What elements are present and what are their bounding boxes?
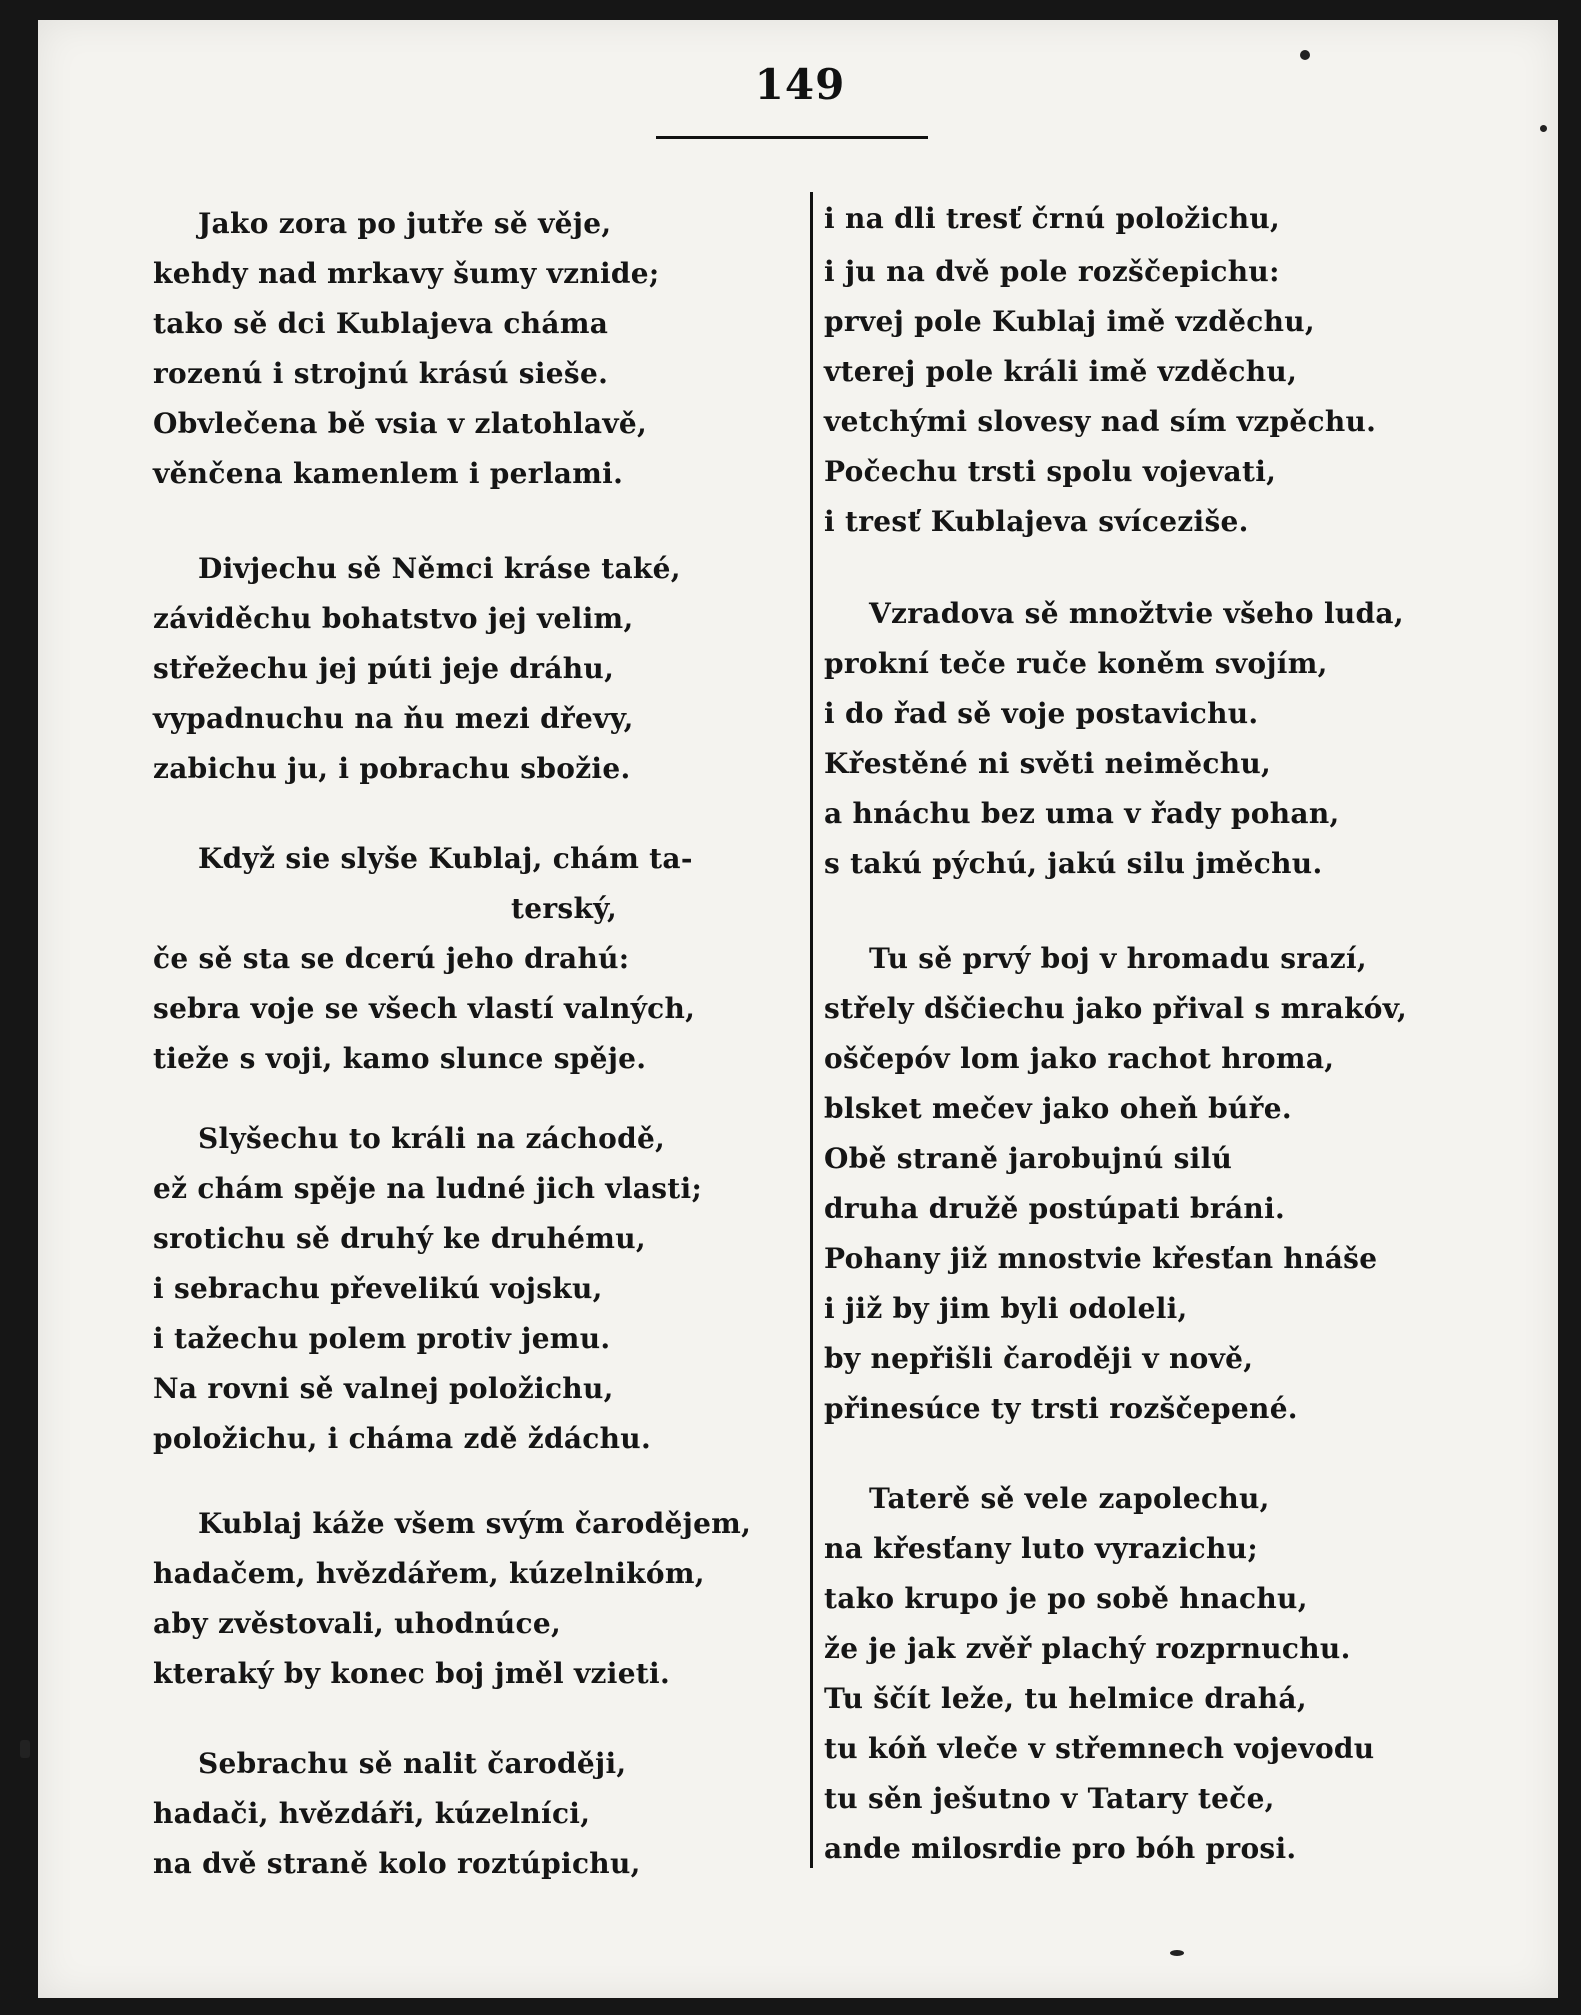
verse-line: Slyšechu to králi na záchodě,	[198, 1122, 666, 1155]
verse-line: aby zvěstovali, uhodnúce,	[153, 1607, 562, 1640]
verse-line: tu kóň vleče v střemnech vojevodu	[824, 1732, 1375, 1765]
header-rule	[656, 136, 928, 139]
verse-line: tieže s voji, kamo slunce spěje.	[153, 1042, 647, 1075]
page-number: 149	[754, 60, 846, 109]
verse-line: Křestěné ni světi neiměchu,	[824, 747, 1272, 780]
verse-line: záviděchu bohatstvo jej velim,	[153, 602, 634, 635]
verse-line: i ju na dvě pole rozščepichu:	[824, 255, 1280, 288]
verse-line: s takú pýchú, jakú silu jměchu.	[824, 847, 1323, 880]
verse-line: zabichu ju, i pobrachu sbožie.	[153, 752, 631, 785]
verse-line: Jako zora po jutře sě věje,	[198, 207, 612, 240]
verse-line: i do řad sě voje postavichu.	[824, 697, 1259, 730]
verse-line: vypadnuchu na ňu mezi dřevy,	[153, 702, 634, 735]
verse-line: če sě sta se dcerú jeho drahú:	[153, 942, 630, 975]
verse-line: Kublaj káže všem svým čarodějem,	[198, 1507, 752, 1540]
verse-line: i sebrachu převelikú vojsku,	[153, 1272, 603, 1305]
verse-line: ande milosrdie pro bóh prosi.	[824, 1832, 1297, 1865]
verse-line: střely dščiechu jako přival s mrakóv,	[824, 992, 1408, 1025]
scan-speck	[20, 1740, 30, 1758]
scan-speck	[1540, 125, 1547, 132]
verse-line: tako sě dci Kublajeva cháma	[153, 307, 609, 340]
verse-line: a hnáchu bez uma v řady pohan,	[824, 797, 1340, 830]
verse-line: sebra voje se všech vlastí valných,	[153, 992, 696, 1025]
verse-line: oščepóv lom jako rachot hroma,	[824, 1042, 1335, 1075]
verse-line: Počechu trsti spolu vojevati,	[824, 455, 1277, 488]
verse-line: blsket mečev jako oheň búře.	[824, 1092, 1292, 1125]
verse-line: Na rovni sě valnej položichu,	[153, 1372, 614, 1405]
verse-line: Když sie slyše Kublaj, chám ta-	[198, 842, 693, 875]
verse-line: i již by jim byli odoleli,	[824, 1292, 1188, 1325]
verse-line: ež chám spěje na ludné jich vlasti;	[153, 1172, 703, 1205]
verse-line: druha družě postúpati bráni.	[824, 1192, 1286, 1225]
verse-line: Tu ščít leže, tu helmice drahá,	[824, 1682, 1307, 1715]
scan-speck	[1300, 50, 1310, 60]
verse-line: srotichu sě druhý ke druhému,	[153, 1222, 646, 1255]
verse-line: kteraký by konec boj jměl vzieti.	[153, 1657, 671, 1690]
verse-line: hadačem, hvězdářem, kúzelnikóm,	[153, 1557, 705, 1590]
verse-line: položichu, i cháma zdě ždáchu.	[153, 1422, 651, 1455]
verse-line: na křesťany luto vyrazichu;	[824, 1532, 1258, 1565]
verse-line: Divjechu sě Němci kráse také,	[198, 552, 681, 585]
verse-line: věnčena kamenlem i perlami.	[153, 457, 624, 490]
verse-line: Vzradova sě množtvie všeho luda,	[869, 597, 1404, 630]
verse-line: prokní teče ruče koněm svojím,	[824, 647, 1328, 680]
verse-line: Pohany již mnostvie křesťan hnáše	[824, 1242, 1378, 1275]
verse-line: Obvlečena bě vsia v zlatohlavě,	[153, 407, 648, 440]
verse-line: terský,	[511, 892, 618, 925]
verse-line: Obě straně jarobujnú silú	[824, 1142, 1233, 1175]
verse-line: Taterě sě vele zapolechu,	[869, 1482, 1270, 1515]
verse-line: Sebrachu sě nalit čaroději,	[198, 1747, 627, 1780]
verse-line: na dvě straně kolo roztúpichu,	[153, 1847, 641, 1880]
verse-line: vterej pole králi imě vzděchu,	[824, 355, 1298, 388]
verse-line: tako krupo je po sobě hnachu,	[824, 1582, 1308, 1615]
verse-line: rozenú i strojnú krású sieše.	[153, 357, 609, 390]
column-divider	[810, 192, 813, 1868]
verse-line: že je jak zvěř plachý rozprnuchu.	[824, 1632, 1351, 1665]
verse-line: hadači, hvězdáři, kúzelníci,	[153, 1797, 591, 1830]
verse-line: i na dli tresť črnú položichu,	[824, 202, 1281, 235]
verse-line: střežechu jej púti jeje dráhu,	[153, 652, 615, 685]
verse-line: i tažechu polem protiv jemu.	[153, 1322, 611, 1355]
verse-line: kehdy nad mrkavy šumy vznide;	[153, 257, 660, 290]
verse-line: vetchými slovesy nad sím vzpěchu.	[824, 405, 1377, 438]
verse-line: Tu sě prvý boj v hromadu srazí,	[869, 942, 1367, 975]
verse-line: přinesúce ty trsti rozščepené.	[824, 1392, 1298, 1425]
verse-line: by nepřišli čaroději v nově,	[824, 1342, 1254, 1375]
verse-line: prvej pole Kublaj imě vzděchu,	[824, 305, 1315, 338]
verse-line: tu sěn ješutno v Tatary teče,	[824, 1782, 1275, 1815]
verse-line: i tresť Kublajeva svíceziše.	[824, 505, 1249, 538]
scan-speck	[1170, 1950, 1184, 1956]
